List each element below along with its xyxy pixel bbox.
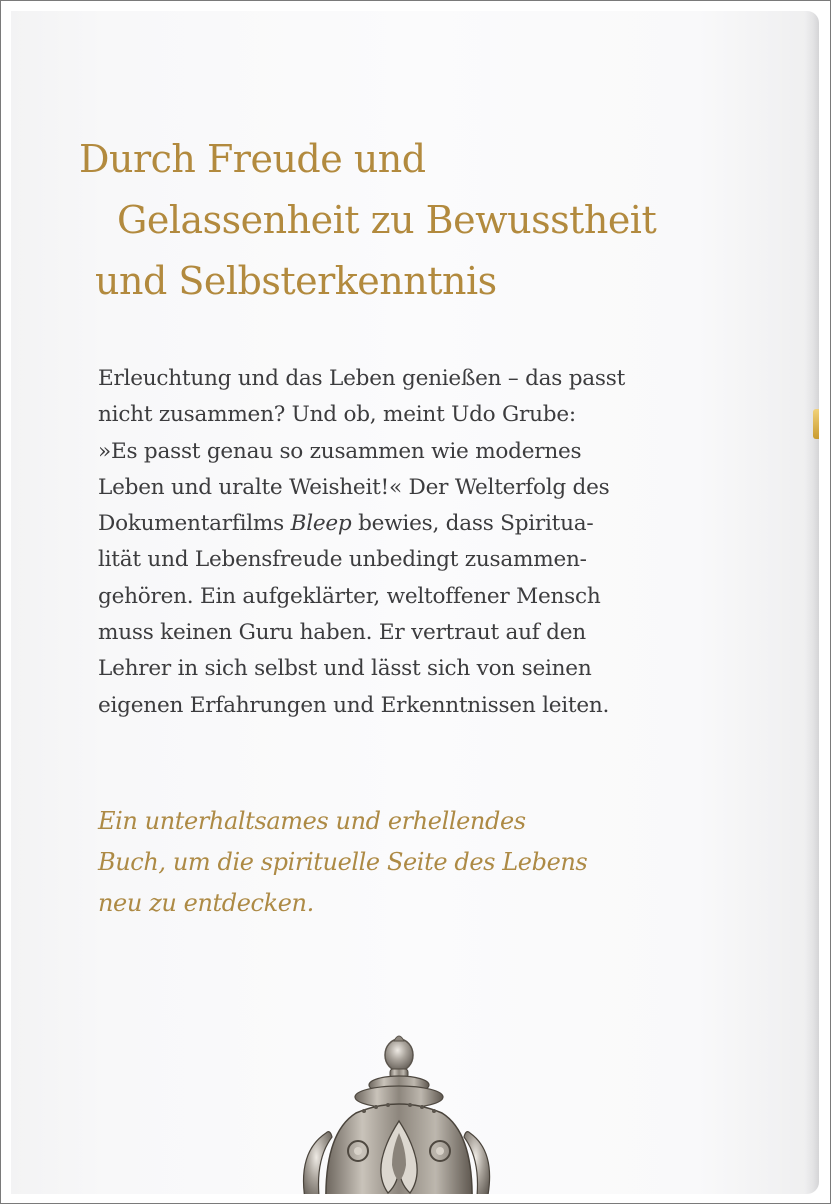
tagline: [98, 801, 587, 924]
blurb-line-4: Leben und uralte Weisheit!« Der Welterfolg des: [98, 474, 610, 500]
blurb-line-3: »Es passt genau so zusammen wie modernes: [98, 438, 582, 464]
book-back-cover: [11, 11, 819, 1194]
blurb-line-1: Erleuchtung und das Leben genießen – das passt: [98, 366, 626, 391]
film-title: Bleep: [290, 511, 352, 537]
blurb-text: [98, 361, 625, 724]
tagline-line-2: Buch, um die spirituelle Seite des Lebens: [98, 848, 588, 876]
blurb-line-5-end: bewies, dass Spiritua-: [351, 511, 594, 537]
blurb-line-9: Lehrer in sich selbst und lässt sich von seinen: [98, 656, 592, 682]
silver-prayer-wheel-ornament-icon: [286, 1033, 506, 1194]
blurb-line-5: [98, 506, 625, 542]
tagline-line-3: neu zu entdecken.: [98, 889, 314, 917]
headline-line-2: Gelassenheit zu Bewusstheit: [117, 198, 657, 242]
blurb-line-5-start: Dokumentarfilms: [98, 511, 291, 537]
blurb-line-6: lität und Lebensfreude unbedingt zusammen-: [98, 547, 587, 573]
blurb-line-10: eigenen Erfahrungen und Erkenntnissen leiten.: [98, 692, 610, 718]
cover-edge-shadow: [805, 11, 819, 1194]
headline: [79, 129, 656, 312]
gold-edge-mark: [813, 409, 819, 439]
blurb-line-2: nicht zusammen? Und ob, meint Udo Grube:: [98, 402, 576, 428]
headline-line-1: Durch Freude und: [79, 137, 426, 181]
tagline-line-1: Ein unterhaltsames und erhellendes: [98, 807, 526, 835]
blurb-line-7: gehören. Ein aufgeklärter, weltoffener Mensch: [98, 583, 601, 609]
headline-line-3: und Selbsterkenntnis: [95, 259, 497, 303]
blurb-line-8: muss keinen Guru haben. Er vertraut auf den: [98, 620, 586, 646]
